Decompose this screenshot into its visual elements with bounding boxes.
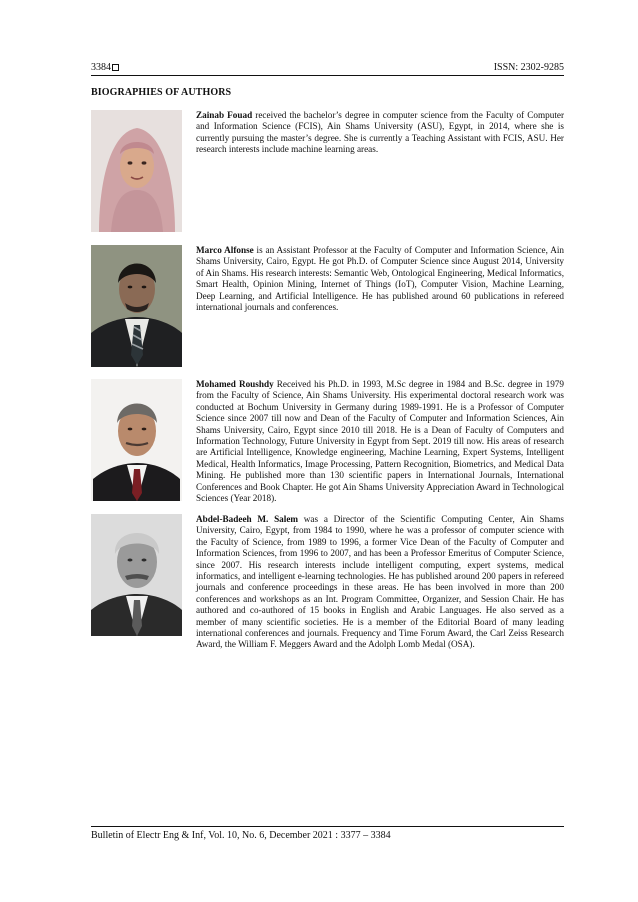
section-title: BIOGRAPHIES OF AUTHORS	[91, 87, 232, 98]
author-name: Marco Alfonse	[196, 245, 254, 255]
issn: ISSN: 2302-9285	[493, 62, 564, 73]
author-bio-body: is an Assistant Professor at the Faculty of Computer and Information Science, Ain Shams University, Cairo, Egypt. He got Ph.D. of Computer Science since August 2014, University of Ain Shams. His research interests: Semantic Web, Ontological Engineering, Medical Informatics, Smart Health, Opinion Mining, Internet of Things (IoT), Computer Vision, Machine Learning, Deep Learning, and Artificial Intelligence. He has published around 60 publications in refereed international journals and conferences.	[196, 245, 564, 313]
author-bio-body: was a Director of the Scientific Computing Center, Ain Shams University, Cairo, Egypt, from 1984 to 1990, where he was a professor of computer science with the Faculty of Science, from 1989 to 1996, a former Vice Dean of the Faculty of Computer and Information Sciences, from 1996 to 2007, and has been a Professor Emeritus of Computer Science, since 2007. His research interests include intelligent computing, expert systems, medical informatics, and intelligent e-learning technologies. He has published around 200 papers in refereed journals and conference proceedings in these areas. He has been involved in more than 200 conferences and workshops as an Int. Program Committee, Organizer, and Session Chair. He has authored and co-authored of 15 books in English and Arabic Languages. He also served as a member of many scientific societies. He is a member of the Editorial Board of many leading international conferences and journals. Frequency and Time Forum Award, the Carl Zeiss Research Award, the William F. Meggers Award and the Adolph Lomb Medal (OSA).	[196, 514, 564, 650]
header-rule	[91, 75, 564, 76]
author-photo	[91, 514, 182, 636]
author-name: Zainab Fouad	[196, 110, 253, 120]
running-header	[91, 62, 564, 74]
box-icon	[112, 64, 119, 71]
footer-rule	[91, 826, 564, 827]
author-photo	[91, 245, 182, 367]
author-name: Abdel-Badeeh M. Salem	[196, 514, 299, 524]
author-photo	[91, 110, 182, 232]
page-number: 3384	[91, 62, 119, 74]
author-bio-text	[196, 245, 564, 313]
author-photo	[91, 379, 182, 501]
running-footer: Bulletin of Electr Eng & Inf, Vol. 10, No. 6, December 2021 : 3377 – 3384	[91, 830, 391, 841]
author-bio-text	[196, 514, 564, 651]
author-bio-body: received the bachelor’s degree in computer science from the Faculty of Computer and Information Science (FCIS), Ain Shams University (ASU), Egypt, in 2014, where she is currently pursuing the master’s degree. She is currently a Teaching Assistant with FCIS, ASU. Her research interests include machine learning areas.	[196, 110, 565, 155]
author-name: Mohamed Roushdy	[196, 379, 274, 389]
author-bio-text	[196, 110, 564, 156]
author-bio-text	[196, 379, 564, 504]
author-bio-body: Received his Ph.D. in 1993, M.Sc degree in 1984 and B.Sc. degree in 1979 from the Faculty of Science, Ain Shams University. His experimental doctoral research work was conducted at Bochum University in Germany during 1989-1991. He is a Professor of Computer Science since 2007 till now and Dean of the Faculty of Computer and Information Sciences, Ain Shams University, Cairo, Egypt since 2010 till 2018. He is a Dean of Faculty of Computers and Information Technology, Future University in Egypt from Sept. 2019 till now. His areas of research are Artificial Intelligence, Knowledge engineering, Machine Learning, Expert Systems, Intelligent Medical, Health Informatics, Image Processing, Pattern Recognition, Biometrics, and Medical Data Mining. He published more than 130 scientific papers in International Journals, International Conferences and Book Chapter. He got Ain Shams University Appreciation Award in Technological Sciences (Year 2018).	[196, 379, 564, 504]
